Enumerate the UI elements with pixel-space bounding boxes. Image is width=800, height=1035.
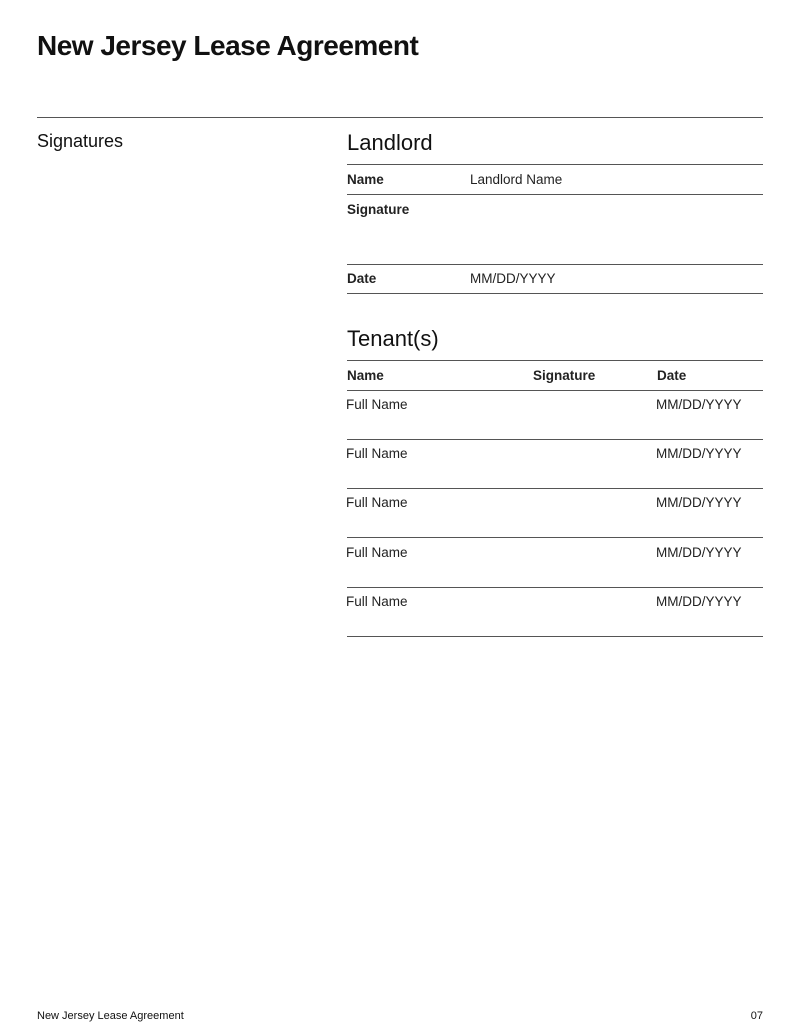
tenant-date-field[interactable]: MM/DD/YYYY <box>656 544 742 560</box>
tenant-signature-field[interactable] <box>533 540 643 584</box>
divider <box>37 117 763 118</box>
tenant-date-field[interactable]: MM/DD/YYYY <box>656 397 742 412</box>
tenant-name-field[interactable]: Full Name <box>346 495 408 511</box>
tenant-date-field[interactable]: MM/DD/YYYY <box>656 446 742 462</box>
tenant-name-field[interactable]: Full Name <box>346 593 408 609</box>
divider <box>347 390 763 391</box>
landlord-signature-field[interactable] <box>470 196 763 262</box>
col-name-header: Name <box>347 368 384 383</box>
landlord-date-label: Date <box>347 271 377 286</box>
tenant-name-field[interactable]: Full Name <box>346 446 408 462</box>
landlord-name-label: Name <box>347 172 384 187</box>
landlord-date-field[interactable]: MM/DD/YYYY <box>470 271 556 286</box>
divider <box>347 164 763 165</box>
landlord-name-field[interactable]: Landlord Name <box>470 172 563 187</box>
landlord-heading: Landlord <box>347 130 433 155</box>
divider <box>347 537 763 538</box>
page-title: New Jersey Lease Agreement <box>37 30 419 61</box>
divider <box>347 636 763 637</box>
page-number: 07 <box>750 1010 763 1022</box>
landlord-signature-label: Signature <box>347 202 410 217</box>
tenant-signature-field[interactable] <box>533 392 643 436</box>
tenant-date-field[interactable]: MM/DD/YYYY <box>656 593 742 609</box>
divider <box>347 194 763 195</box>
section-title: Signatures <box>37 131 124 151</box>
tenant-date-field[interactable]: MM/DD/YYYY <box>656 495 742 511</box>
divider <box>347 264 763 265</box>
tenant-name-field[interactable]: Full Name <box>346 397 408 412</box>
divider <box>347 360 763 361</box>
tenant-signature-field[interactable] <box>533 441 643 485</box>
divider <box>347 439 763 440</box>
tenants-heading: Tenant(s) <box>347 326 439 351</box>
divider <box>347 293 763 294</box>
tenant-name-field[interactable]: Full Name <box>346 544 408 560</box>
footer-title: New Jersey Lease Agreement <box>37 1010 184 1022</box>
tenant-signature-field[interactable] <box>533 490 643 534</box>
tenant-signature-field[interactable] <box>533 589 643 633</box>
divider <box>347 488 763 489</box>
col-signature-header: Signature <box>533 368 596 383</box>
col-date-header: Date <box>657 368 687 383</box>
